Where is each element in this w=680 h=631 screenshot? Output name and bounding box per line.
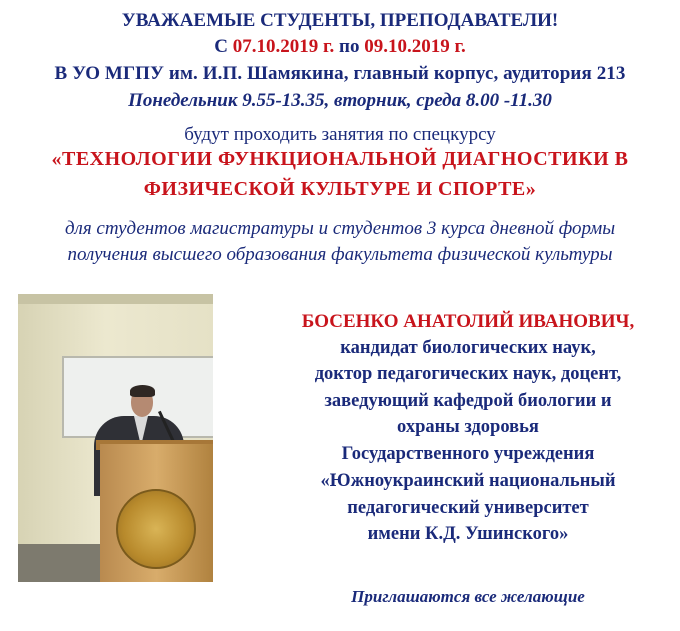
lecturer-credential: кандидат биологических наук, bbox=[340, 338, 596, 358]
lecturer-credential: педагогический университет bbox=[347, 498, 589, 518]
date-to: 09.10.2019 г. bbox=[364, 36, 466, 57]
location-line: В УО МГПУ им. И.П. Шамякина, главный корпус, аудитория 213 bbox=[54, 63, 626, 84]
greeting-heading: УВАЖАЕМЫЕ СТУДЕНТЫ, ПРЕПОДАВАТЕЛИ! bbox=[121, 10, 559, 31]
date-range bbox=[0, 36, 680, 58]
lecturer-credential: доктор педагогических наук, доцент, bbox=[314, 364, 622, 384]
lecturer-name: БОСЕНКО АНАТОЛИЙ ИВАНОВИЧ, bbox=[301, 311, 635, 332]
schedule-line: Понедельник 9.55-13.35, вторник, среда 8.00 -11.30 bbox=[128, 90, 552, 111]
date-from: 07.10.2019 г. bbox=[232, 36, 335, 57]
date-mid: по bbox=[334, 36, 365, 57]
lecturer-photo bbox=[18, 294, 213, 582]
lecturer-credential: Государственного учреждения bbox=[341, 444, 595, 464]
lecturer-credential: имени К.Д. Ушинского» bbox=[367, 524, 569, 544]
lecturer-credential: заведующий кафедрой биологии и bbox=[324, 391, 612, 411]
audience-line2: получения высшего образования факультета физической культуры bbox=[67, 244, 613, 265]
emblem-image bbox=[116, 489, 196, 569]
course-title-line2: ФИЗИЧЕСКОЙ КУЛЬТУРЕ И СПОРТЕ» bbox=[143, 178, 537, 200]
intro-line: будут проходить занятия по спецкурсу bbox=[184, 124, 496, 145]
audience-line1: для студентов магистратуры и студентов 3 курса дневной формы bbox=[64, 218, 616, 239]
lecturer-credential: «Южноукраинский национальный bbox=[320, 471, 616, 491]
date-prefix: С bbox=[214, 36, 233, 57]
course-title-line1: «ТЕХНОЛОГИИ ФУНКЦИОНАЛЬНОЙ ДИАГНОСТИКИ В bbox=[51, 148, 629, 170]
invitation-line: Приглашаются все желающие bbox=[351, 587, 585, 606]
lecturer-credential: охраны здоровья bbox=[397, 417, 539, 437]
